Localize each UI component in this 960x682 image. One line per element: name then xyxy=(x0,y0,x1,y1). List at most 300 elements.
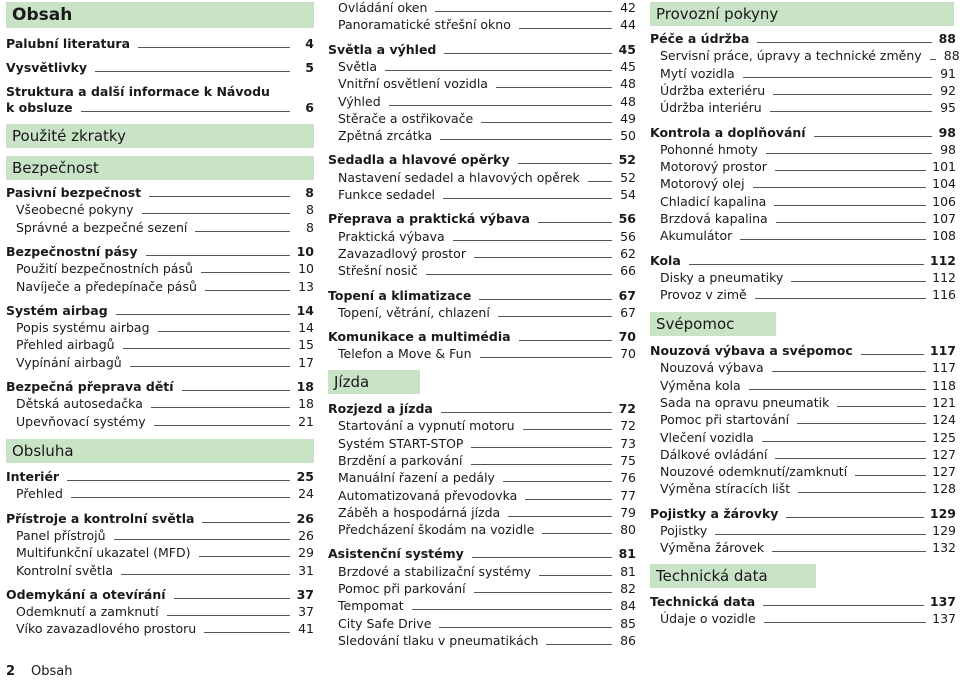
toc-entry-page: 52 xyxy=(620,169,636,185)
toc-entry-label: Mytí vozidla xyxy=(660,65,735,81)
toc-entry[interactable] xyxy=(328,562,636,580)
toc-entry-page: 56 xyxy=(620,228,636,244)
leader-line xyxy=(763,605,924,606)
toc-entry-label: Provoz v zimě xyxy=(660,287,747,303)
toc-entry-label: Sledování tlaku v pneumatikách xyxy=(338,632,539,648)
toc-entry[interactable] xyxy=(328,185,636,203)
leader-line xyxy=(766,153,932,154)
toc-entry[interactable] xyxy=(328,74,636,92)
toc-entry[interactable] xyxy=(328,503,636,521)
leader-line xyxy=(498,316,612,317)
toc-entry[interactable] xyxy=(6,602,314,620)
leader-line xyxy=(786,517,924,518)
toc-entry-page: 132 xyxy=(932,540,956,556)
toc-entry-page: 48 xyxy=(620,76,636,92)
toc-entry-label: Systém START-STOP xyxy=(338,435,464,451)
leader-line xyxy=(472,557,612,558)
section-header-pouzite-zkratky: Použité zkratky xyxy=(6,124,314,148)
toc-entry-page: 137 xyxy=(932,611,956,627)
toc-entry[interactable] xyxy=(328,468,636,486)
toc-entry[interactable] xyxy=(650,123,956,141)
toc-entry-label: Multifunkční ukazatel (MFD) xyxy=(16,545,191,561)
toc-entry-struktura-line2[interactable]: k obsluze 6 xyxy=(6,100,314,115)
leader-line xyxy=(539,575,612,576)
toc-entry-page: 73 xyxy=(620,435,636,451)
toc-entry-page: 37 xyxy=(298,604,314,620)
leader-line xyxy=(201,272,290,273)
toc-entry[interactable] xyxy=(650,29,956,47)
page-number: 2 xyxy=(6,664,16,679)
toc-entry[interactable] xyxy=(650,46,960,64)
leader-line xyxy=(480,357,612,358)
toc-entry[interactable] xyxy=(650,376,956,394)
toc-entry[interactable] xyxy=(6,318,314,336)
toc-entry[interactable] xyxy=(650,285,956,303)
toc-entry-vysvetlivky[interactable]: Vysvětlivky 5 xyxy=(6,60,314,75)
toc-entry[interactable] xyxy=(328,416,636,434)
leader-line xyxy=(205,290,290,291)
toc-entry-label: Přístroje a kontrolní světla xyxy=(6,510,195,526)
toc-entry[interactable] xyxy=(650,609,956,627)
toc-entry-label: Odemykání a otevírání xyxy=(6,586,166,602)
toc-entry-label: Panel přístrojů xyxy=(16,527,106,543)
page-footer xyxy=(6,664,89,679)
toc-entry[interactable] xyxy=(328,227,636,245)
toc-entry-label: Automatizovaná převodovka xyxy=(338,487,518,503)
toc-entry-label: Panoramatické střešní okno xyxy=(338,17,511,33)
toc-entry-label: Předcházení škodám na vozidle xyxy=(338,522,535,538)
leader-line xyxy=(481,122,612,123)
leader-line xyxy=(797,423,926,424)
leader-line xyxy=(116,314,290,315)
toc-entry-page: 49 xyxy=(620,110,636,126)
toc-entry[interactable] xyxy=(328,486,636,504)
toc-entry[interactable] xyxy=(650,592,956,610)
toc-entry[interactable] xyxy=(650,140,956,158)
leader-line xyxy=(444,53,612,54)
toc-entry-label: Nouzová výbava a svépomoc xyxy=(650,343,853,358)
toc-entry-page: 10 xyxy=(298,261,314,277)
toc-entry-label: Servisní práce, úpravy a technické změny xyxy=(660,48,922,64)
toc-entry-label: Telefon a Move & Fun xyxy=(338,346,472,362)
toc-entry-label: Kola xyxy=(650,252,681,268)
toc-entry[interactable] xyxy=(650,393,956,411)
toc-entry-label: Sada na opravu pneumatik xyxy=(660,394,830,410)
toc-entry-label: Údržba exteriéru xyxy=(660,82,766,98)
toc-entry[interactable] xyxy=(328,261,636,279)
leader-line xyxy=(154,425,290,426)
toc-entry[interactable] xyxy=(650,251,956,269)
toc-entry[interactable] xyxy=(328,631,636,649)
toc-entry-label: Upevňovací systémy xyxy=(16,413,146,429)
toc-entry-label: Disky a pneumatiky xyxy=(660,269,784,285)
toc-entry-page: 66 xyxy=(620,263,636,279)
toc-entry[interactable] xyxy=(650,504,956,522)
toc-entry-page: 117 xyxy=(929,343,956,358)
toc-entry[interactable] xyxy=(328,286,636,304)
toc-entry[interactable] xyxy=(328,579,636,597)
toc-entry-page: 26 xyxy=(296,510,314,526)
toc-entry-page: 70 xyxy=(618,329,636,345)
section-header-technicka-data: Technická data xyxy=(650,564,816,588)
toc-entry-label: Údaje o vozidle xyxy=(660,611,756,627)
leader-line xyxy=(525,499,612,500)
toc-entry-page: 129 xyxy=(929,505,956,521)
leader-line xyxy=(855,475,926,476)
toc-entry-label: Komunikace a multimédia xyxy=(328,329,511,345)
toc-entry-page: 112 xyxy=(932,269,956,285)
toc-entry[interactable] xyxy=(650,462,956,480)
leader-line xyxy=(130,366,290,367)
leader-line xyxy=(757,42,932,43)
leader-line xyxy=(773,94,932,95)
toc-entry[interactable] xyxy=(328,614,636,632)
toc-entry-label: Kontrolní světla xyxy=(16,562,114,578)
toc-entry-page: 18 xyxy=(296,379,314,394)
toc-entry-page: 95 xyxy=(940,100,956,116)
toc-entry-page: 48 xyxy=(620,93,636,109)
leader-line xyxy=(791,281,926,282)
leader-line xyxy=(182,390,290,391)
leader-line xyxy=(95,71,290,72)
toc-entry-label: Přeprava a praktická výbava xyxy=(328,211,530,227)
leader-line xyxy=(199,556,291,557)
toc-entry-page: 106 xyxy=(932,193,956,209)
leader-line xyxy=(142,213,290,214)
toc-entry[interactable] xyxy=(328,92,636,110)
toc-entry[interactable] xyxy=(650,209,956,227)
toc-entry[interactable] xyxy=(328,126,636,144)
leader-line xyxy=(689,264,924,265)
toc-entry-label: Nouzové odemknutí/zamknutí xyxy=(660,464,848,480)
toc-entry-label: Zavazadlový prostor xyxy=(338,245,466,261)
toc-entry-page: 101 xyxy=(932,159,956,175)
toc-entry[interactable] xyxy=(328,209,636,227)
toc-entry[interactable] xyxy=(6,543,314,561)
toc-entry-page: 121 xyxy=(932,394,956,410)
leader-line xyxy=(453,240,612,241)
toc-entry[interactable] xyxy=(328,596,636,614)
toc-entry[interactable] xyxy=(650,226,956,244)
toc-entry-label: Vlečení vozidla xyxy=(660,429,754,445)
leader-line xyxy=(496,87,612,88)
section-header-obsluha: Obsluha xyxy=(6,439,314,463)
toc-entry[interactable] xyxy=(328,451,636,469)
toc-entry-page: 116 xyxy=(932,287,956,303)
toc-entry-page: 13 xyxy=(298,278,314,294)
leader-line xyxy=(861,354,924,355)
leader-line xyxy=(519,28,612,29)
leader-line xyxy=(195,231,290,232)
toc-entry-page: 8 xyxy=(306,219,314,235)
leader-line xyxy=(439,627,612,628)
toc-entry-page: 62 xyxy=(620,245,636,261)
toc-entry-label: Pohonné hmoty xyxy=(660,141,758,157)
toc-entry-page: 42 xyxy=(620,0,636,15)
toc-entry[interactable] xyxy=(650,358,956,376)
toc-entry-label: Systém airbag xyxy=(6,302,108,318)
leader-line xyxy=(762,441,926,442)
leader-line xyxy=(151,407,290,408)
leader-line xyxy=(158,331,290,332)
toc-entry-label: Ovládání oken xyxy=(338,0,428,15)
toc-entry-label: Použití bezpečnostních pásů xyxy=(16,261,193,277)
toc-entry[interactable] xyxy=(6,183,314,201)
toc-entry[interactable] xyxy=(6,561,314,579)
toc-entry-label: Brzdová kapalina xyxy=(660,211,768,226)
toc-entry-label: Světla xyxy=(338,58,378,74)
toc-entry-label: City Safe Drive xyxy=(338,615,432,631)
toc-entry[interactable] xyxy=(328,544,636,562)
toc-entry[interactable] xyxy=(650,64,956,82)
toc-entry[interactable] xyxy=(650,98,956,116)
section-header-bezpecnost: Bezpečnost xyxy=(6,156,314,180)
toc-entry[interactable] xyxy=(650,538,956,556)
toc-entry-page: 84 xyxy=(620,598,636,614)
leader-line xyxy=(775,170,926,171)
toc-entry-label: Popis systému airbag xyxy=(16,320,150,336)
leader-line xyxy=(542,533,612,534)
leader-line xyxy=(81,111,290,112)
toc-entry[interactable] xyxy=(328,57,636,75)
leader-line xyxy=(523,429,612,430)
toc-entry[interactable] xyxy=(650,157,956,175)
toc-entry[interactable] xyxy=(650,174,956,192)
toc-entry-page: 82 xyxy=(620,581,636,596)
toc-entry-label: Asistenční systémy xyxy=(328,546,464,562)
toc-entry-label: Všeobecné pokyny xyxy=(16,202,134,218)
section-header-provozni-pokyny: Provozní pokyny xyxy=(650,2,954,26)
section-header-obsah: Obsah xyxy=(6,2,314,28)
toc-entry[interactable] xyxy=(6,259,314,277)
toc-entry[interactable] xyxy=(650,81,956,99)
toc-entry-label: Světla a výhled xyxy=(328,41,437,57)
toc-entry-label: Pojistky xyxy=(660,523,708,538)
leader-line xyxy=(772,551,926,552)
toc-entry-page: 128 xyxy=(932,481,956,497)
toc-entry-page: 104 xyxy=(932,176,956,192)
leader-line xyxy=(474,592,612,593)
leader-line xyxy=(753,187,927,188)
leader-line xyxy=(776,222,926,223)
toc-entry[interactable] xyxy=(650,445,956,463)
leader-line xyxy=(67,480,290,481)
leader-line xyxy=(798,492,926,493)
leader-line xyxy=(138,47,290,48)
toc-entry[interactable] xyxy=(6,412,314,430)
leader-line xyxy=(443,198,612,199)
leader-line xyxy=(471,464,612,465)
toc-entry[interactable] xyxy=(328,0,636,16)
toc-entry-page: 21 xyxy=(298,413,314,429)
toc-entry-page: 67 xyxy=(618,287,636,303)
toc-entry-label: Pojistky a žárovky xyxy=(650,505,779,521)
leader-line xyxy=(435,11,612,12)
toc-entry[interactable] xyxy=(328,40,636,58)
toc-entry[interactable] xyxy=(6,619,314,637)
toc-entry-page: 72 xyxy=(620,418,636,434)
toc-entry[interactable] xyxy=(650,410,956,428)
toc-entry-page: 14 xyxy=(296,302,314,318)
toc-entry[interactable] xyxy=(328,150,636,168)
toc-entry-label: Brzdové a stabilizační systémy xyxy=(338,563,532,579)
toc-entry[interactable] xyxy=(328,434,636,452)
toc-entry-label: Pasivní bezpečnost xyxy=(6,185,142,200)
toc-entry[interactable] xyxy=(6,218,314,236)
toc-entry[interactable] xyxy=(6,526,314,544)
toc-entry-palubni[interactable]: Palubní literatura 4 xyxy=(6,36,314,51)
leader-line xyxy=(71,497,290,498)
toc-entry-page: 14 xyxy=(298,320,314,336)
toc-entry[interactable] xyxy=(328,15,636,33)
toc-entry[interactable] xyxy=(328,327,636,345)
toc-entry-label: Motorový prostor xyxy=(660,159,767,175)
leader-line xyxy=(389,105,612,106)
toc-entry-label: Nouzová výbava xyxy=(660,360,764,376)
toc-entry-page: 8 xyxy=(305,185,314,200)
toc-entry[interactable] xyxy=(6,277,314,295)
toc-entry-label: Střešní nosič xyxy=(338,263,418,279)
toc-entry[interactable] xyxy=(328,109,636,127)
toc-entry-page: 108 xyxy=(932,228,956,244)
toc-entry[interactable] xyxy=(650,341,956,359)
toc-entry-page: 37 xyxy=(296,586,314,602)
toc-entry-label: Výhled xyxy=(338,93,381,109)
toc-entry-page: 70 xyxy=(620,346,636,362)
toc-entry-page: 10 xyxy=(296,243,314,259)
toc-entry-page: 67 xyxy=(620,304,636,320)
toc-entry-page: 41 xyxy=(298,621,314,637)
toc-entry-page: 85 xyxy=(620,615,636,631)
leader-line xyxy=(174,598,290,599)
toc-entry-label: Praktická výbava xyxy=(338,228,445,244)
toc-entry-label: Dálkové ovládání xyxy=(660,446,768,462)
toc-entry-label: Výměna stíracích lišt xyxy=(660,481,791,497)
toc-entry[interactable] xyxy=(6,467,314,485)
leader-line xyxy=(749,389,927,390)
toc-entry-page: 72 xyxy=(618,401,636,416)
toc-entry-page: 54 xyxy=(620,187,636,202)
leader-line xyxy=(426,274,612,275)
toc-entry-page: 79 xyxy=(620,504,636,520)
leader-line xyxy=(755,298,926,299)
toc-entry[interactable] xyxy=(328,520,636,538)
toc-entry-label: Bezpečná přeprava dětí xyxy=(6,379,174,394)
toc-entry-label: Interiér xyxy=(6,469,60,484)
toc-entry-label: Pomoc při startování xyxy=(660,412,790,428)
toc-entry[interactable] xyxy=(328,303,636,321)
toc-entry-label: Navíječe a předepínače pásů xyxy=(16,278,197,294)
toc-entry-label: Manuální řazení a pedály xyxy=(338,470,495,486)
toc-entry-label: Výměna kola xyxy=(660,377,741,393)
toc-entry[interactable] xyxy=(6,242,314,260)
toc-entry-label: Odemknutí a zamknutí xyxy=(16,604,159,620)
toc-entry[interactable] xyxy=(650,192,956,210)
toc-entry-label: Rozjezd a jízda xyxy=(328,401,433,416)
leader-line xyxy=(538,222,612,223)
toc-entry-label: Brzdění a parkování xyxy=(338,452,463,468)
toc-entry[interactable] xyxy=(6,509,314,527)
toc-entry-page: 127 xyxy=(932,446,956,462)
toc-column-1 xyxy=(0,0,318,682)
toc-entry-page: 81 xyxy=(620,563,636,579)
toc-entry-page: 98 xyxy=(940,141,956,157)
toc-entry-page: 29 xyxy=(298,545,314,561)
toc-entry-label: Bezpečnostní pásy xyxy=(6,243,138,259)
toc-entry[interactable] xyxy=(650,521,956,539)
leader-line xyxy=(204,632,290,633)
toc-entry[interactable] xyxy=(6,335,314,353)
toc-entry[interactable] xyxy=(6,377,314,395)
toc-entry-page: 8 xyxy=(306,202,314,218)
toc-entry[interactable] xyxy=(328,399,636,417)
toc-entry-page: 50 xyxy=(620,128,636,144)
toc-entry[interactable] xyxy=(6,353,314,371)
toc-entry[interactable] xyxy=(650,428,956,446)
toc-entry[interactable] xyxy=(6,585,314,603)
toc-entry[interactable] xyxy=(650,479,956,497)
toc-entry[interactable] xyxy=(328,244,636,262)
toc-entry-page: 125 xyxy=(932,429,956,445)
toc-entry[interactable] xyxy=(6,484,314,502)
section-header-svepomoc: Svépomoc xyxy=(650,312,776,336)
toc-entry-page: 112 xyxy=(929,252,956,268)
toc-entry-label: Startování a vypnutí motoru xyxy=(338,418,515,434)
toc-entry-label: Tempomat xyxy=(338,598,404,614)
toc-entry[interactable] xyxy=(328,168,636,186)
leader-line xyxy=(412,609,612,610)
leader-line xyxy=(518,163,612,164)
leader-line xyxy=(837,406,926,407)
leader-line xyxy=(441,412,612,413)
toc-entry-page: 88 xyxy=(943,48,960,64)
leader-line xyxy=(814,136,932,137)
toc-entry[interactable] xyxy=(6,394,314,412)
toc-entry-page: 80 xyxy=(620,522,636,538)
toc-entry-struktura-line1[interactable]: Struktura a další informace k Návodu xyxy=(6,84,270,99)
leader-line xyxy=(385,70,612,71)
leader-line xyxy=(149,196,290,197)
toc-entry-page: 75 xyxy=(620,452,636,468)
toc-entry-page: 56 xyxy=(618,211,636,227)
toc-entry[interactable] xyxy=(6,200,314,218)
toc-entry-label: Nastavení sedadel a hlavových opěrek xyxy=(338,169,580,185)
toc-entry-label: Přehled airbagů xyxy=(16,337,115,353)
leader-line xyxy=(775,458,926,459)
toc-entry-label: Pomoc při parkování xyxy=(338,581,466,596)
toc-entry-page: 18 xyxy=(298,396,314,412)
toc-column-2 xyxy=(322,0,640,682)
leader-line xyxy=(114,539,290,540)
toc-entry-label: Topení a klimatizace xyxy=(328,287,472,303)
toc-entry-page: 81 xyxy=(618,546,636,562)
toc-entry-label: Vnitřní osvětlení vozidla xyxy=(338,76,488,92)
toc-entry-page: 44 xyxy=(620,17,636,33)
leader-line xyxy=(146,255,290,256)
toc-entry-page: 88 xyxy=(938,31,956,46)
toc-entry-label: Víko zavazadlového prostoru xyxy=(16,621,197,637)
toc-entry-page: 77 xyxy=(620,487,636,503)
toc-entry[interactable] xyxy=(650,268,956,286)
toc-entry-page: 24 xyxy=(298,486,314,502)
toc-entry-page: 45 xyxy=(618,41,636,57)
toc-entry[interactable] xyxy=(328,344,636,362)
leader-line xyxy=(474,257,612,258)
toc-entry-page: 107 xyxy=(932,211,956,226)
toc-entry-label: Technická data xyxy=(650,594,756,609)
toc-entry-page: 76 xyxy=(620,470,636,486)
toc-entry[interactable] xyxy=(6,301,314,319)
